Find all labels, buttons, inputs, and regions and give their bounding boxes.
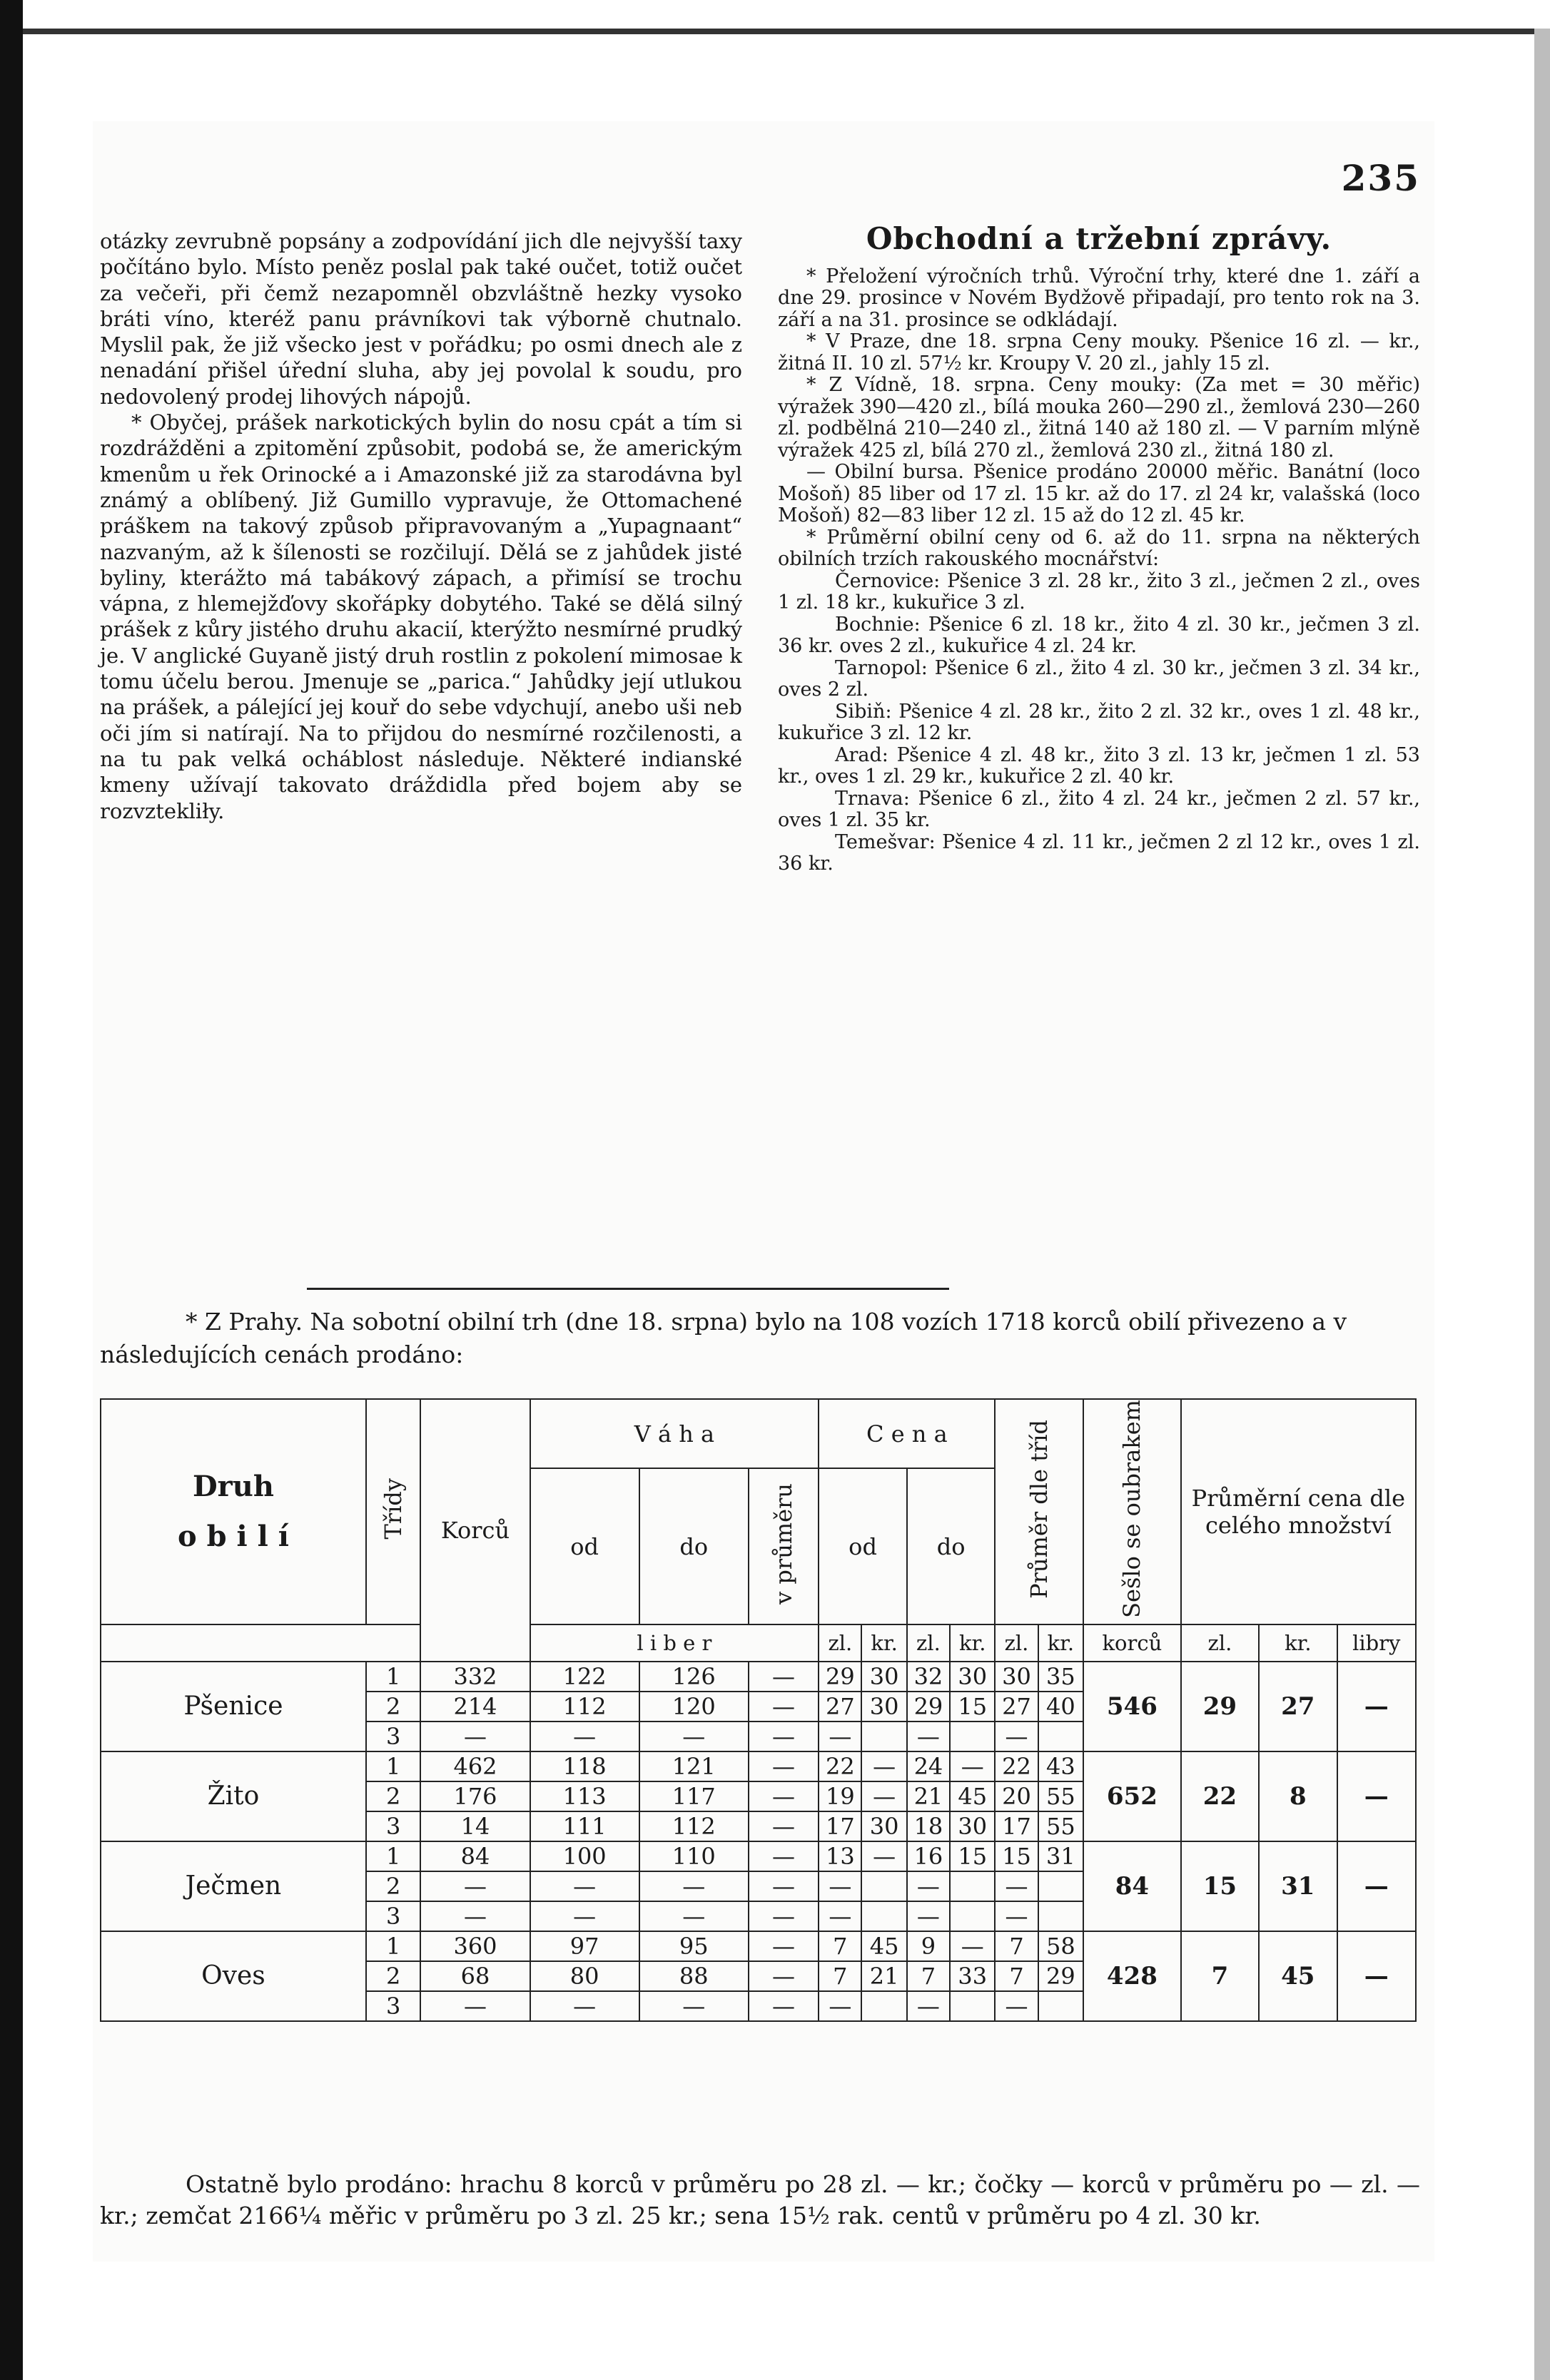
- table-cell: —: [819, 1722, 861, 1751]
- header-tridy: Třídy: [366, 1399, 421, 1624]
- table-cell: 1: [366, 1931, 421, 1961]
- table-cell: 1: [366, 1751, 421, 1781]
- table-cell: —: [995, 1871, 1038, 1901]
- summary-cell: —: [1337, 1931, 1417, 2021]
- table-cell: 7: [995, 1961, 1038, 1991]
- table-cell: —: [995, 1722, 1038, 1751]
- table-cell: —: [420, 1871, 530, 1901]
- summary-cell: 428: [1083, 1931, 1181, 2021]
- table-row: [101, 1841, 1416, 1871]
- table-cell: 55: [1038, 1781, 1083, 1811]
- market-city-temesvar: Temešvar: Pšenice 4 zl. 11 kr., ječmen 2 zl 12 kr., oves 1 zl. 36 kr.: [778, 830, 1420, 875]
- summary-cell: —: [1337, 1751, 1417, 1841]
- market-city-trnava: Trnava: Pšenice 6 zl., žito 4 zl. 24 kr., ječmen 2 zl. 57 kr., oves 1 zl. 35 kr.: [778, 787, 1420, 831]
- table-cell: —: [749, 1901, 819, 1931]
- table-cell: 24: [907, 1751, 950, 1781]
- table-cell: 113: [530, 1781, 639, 1811]
- table-cell: 30: [861, 1662, 906, 1692]
- summary-cell: 652: [1083, 1751, 1181, 1841]
- table-cell: 84: [420, 1841, 530, 1871]
- table-row: [101, 1931, 1416, 1961]
- table-cell: 21: [907, 1781, 950, 1811]
- summary-cell: 45: [1259, 1931, 1337, 2021]
- table-cell: 43: [1038, 1751, 1083, 1781]
- table-cell: 18: [907, 1811, 950, 1841]
- table-cell: 111: [530, 1811, 639, 1841]
- table-cell: —: [420, 1901, 530, 1931]
- header-cena-od: od: [819, 1468, 907, 1624]
- table-cell: —: [950, 1931, 995, 1961]
- table-cell: 97: [530, 1931, 639, 1961]
- closing-paragraph: Ostatně bylo prodáno: hrachu 8 korců v průměru po 28 zl. — kr.; čočky — korců v průměru po — zl. — kr.; zemčat 2166¼ měřic v průměru po 3 zl. 25 kr.; sena 15½ rak. centů v průměru po 4 zl. 30 kr.: [100, 2170, 1420, 2229]
- table-cell: —: [530, 1871, 639, 1901]
- table-cell: 100: [530, 1841, 639, 1871]
- grain-name: Pšenice: [101, 1662, 366, 1751]
- table-cell: —: [639, 1871, 749, 1901]
- table-cell: 58: [1038, 1931, 1083, 1961]
- table-cell: 19: [819, 1781, 861, 1811]
- table-cell: 120: [639, 1692, 749, 1722]
- table-cell: 29: [1038, 1961, 1083, 1991]
- table-row: [101, 1662, 1416, 1692]
- table-cell: 15: [950, 1692, 995, 1722]
- table-cell: 80: [530, 1961, 639, 1991]
- table-cell: 95: [639, 1931, 749, 1961]
- market-paragraph-4: — Obilní bursa. Pšenice prodáno 20000 měřic. Banátní (loco Mošoň) 85 liber od 17 zl. 15 kr. až do 17. zl 24 kr, valašská (loco Mošoň) 82—83 liber 12 zl. 15 až do 12 zl. 45 kr.: [778, 461, 1420, 527]
- table-cell: —: [530, 1722, 639, 1751]
- table-cell: —: [749, 1931, 819, 1961]
- table-cell: 118: [530, 1751, 639, 1781]
- table-cell: 30: [861, 1811, 906, 1841]
- table-cell: 2: [366, 1781, 421, 1811]
- table-cell: 7: [995, 1931, 1038, 1961]
- header-unit-liber: l i b e r: [530, 1624, 819, 1662]
- table-cell: 360: [420, 1931, 530, 1961]
- table-cell: —: [639, 1901, 749, 1931]
- table-cell: 15: [995, 1841, 1038, 1871]
- header-prumerni-cena: Průměrní cena dle celého množství: [1181, 1399, 1416, 1624]
- table-cell: 112: [530, 1692, 639, 1722]
- table-cell: 2: [366, 1871, 421, 1901]
- header-seslo: Sešlo se oubrakem: [1083, 1399, 1181, 1624]
- table-cell: 55: [1038, 1811, 1083, 1841]
- market-city-sibin: Sibiň: Pšenice 4 zl. 28 kr., žito 2 zl. 32 kr., oves 1 zl. 48 kr., kukuřice 3 zl. 12 kr.: [778, 700, 1420, 744]
- table-cell: 117: [639, 1781, 749, 1811]
- table-cell: 30: [950, 1662, 995, 1692]
- prague-market-intro: * Z Prahy. Na sobotní obilní trh (dne 18. srpna) bylo na 108 vozích 1718 korců obilí přivezeno a v následujících cenách prodáno:: [100, 1308, 1347, 1368]
- table-cell: 30: [861, 1692, 906, 1722]
- market-paragraph-5: * Průměrní obilní ceny od 6. až do 11. srpna na některých obilních trzích rakouského mocnářství:: [778, 526, 1420, 570]
- table-cell: 40: [1038, 1692, 1083, 1722]
- summary-cell: 29: [1181, 1662, 1259, 1751]
- table-cell: 110: [639, 1841, 749, 1871]
- summary-cell: 27: [1259, 1662, 1337, 1751]
- scan-edge-right: [1534, 29, 1550, 2380]
- table-cell: 68: [420, 1961, 530, 1991]
- header-vaha-od: od: [530, 1468, 639, 1624]
- market-paragraph-1: * Přeložení výročních trhů. Výroční trhy, které dne 1. září a dne 29. prosince v Novém Bydžově připadají, pro tento rok na 3. září a na 31. prosince se odkládají.: [778, 265, 1420, 331]
- scan-edge-left: [0, 0, 23, 2380]
- unit-zl-1: zl.: [819, 1624, 861, 1662]
- table-cell: —: [749, 1692, 819, 1722]
- table-cell: 29: [819, 1662, 861, 1692]
- header-prumer-dle-trid: Průměr dle tříd: [995, 1399, 1083, 1624]
- summary-cell: 15: [1181, 1841, 1259, 1931]
- table-cell: —: [749, 1781, 819, 1811]
- section-divider: [307, 1288, 949, 1290]
- table-cell: 17: [995, 1811, 1038, 1841]
- header-v-prumeru: v průměru: [749, 1468, 819, 1624]
- left-paragraph-2: * Obyčej, prášek narkotických bylin do nosu cpát a tím si rozdrážděni a zpitomění způsobit, podobá se, že americkým kmenům u řek Orinocké a i Amazonské již za starodávna byl známý a oblíbený. Již Gumillo vypravuje, že Ottomachené práškem na takový způsob připravovaným a „Yupagnaant“ nazvaným, až k šílenosti se rozčilují. Dělá se z jahůdek jisté byliny, kterážto má tabákový zápach, a přimísí se trochu vápna, z hlemejžďovy skořápky dobytého. Také se dělá silný prášek z kůry jistého druhu akacií, kterýžto nesmírné prudký je. V anglické Guyaně jistý druh rostlin z pokolení mimosae k tomu účelu berou. Jmenuje se „parica.“ Jahůdky její utlukou na prášek, a pálející jej kouř do sebe vdychují, anebo uši neb oči jím si natírají. Na to přijdou do nesmírné rozčilenosti, a na tu pak velká ocháblost následuje. Některé indianské kmeny užívají takovato dráždidla před bojem aby se rozvztekliły.: [100, 410, 742, 823]
- table-cell: 112: [639, 1811, 749, 1841]
- unit-kr-3: kr.: [1038, 1624, 1083, 1662]
- table-cell: [950, 1991, 995, 2021]
- table-cell: 14: [420, 1811, 530, 1841]
- table-cell: 35: [1038, 1662, 1083, 1692]
- table-cell: 31: [1038, 1841, 1083, 1871]
- table-cell: —: [907, 1871, 950, 1901]
- table-cell: 126: [639, 1662, 749, 1692]
- grain-name: Ječmen: [101, 1841, 366, 1931]
- grain-name: Žito: [101, 1751, 366, 1841]
- table-cell: [1038, 1722, 1083, 1751]
- table-cell: 27: [995, 1692, 1038, 1722]
- summary-cell: 546: [1083, 1662, 1181, 1751]
- table-cell: [861, 1901, 906, 1931]
- summary-cell: —: [1337, 1662, 1417, 1751]
- summary-cell: —: [1337, 1841, 1417, 1931]
- table-cell: 214: [420, 1692, 530, 1722]
- table-cell: 3: [366, 1901, 421, 1931]
- grain-name: Oves: [101, 1931, 366, 2021]
- table-cell: —: [907, 1991, 950, 2021]
- header-druh-obili: Druh o b i l í: [101, 1399, 366, 1624]
- table-cell: [950, 1722, 995, 1751]
- market-city-arad: Arad: Pšenice 4 zl. 48 kr., žito 3 zl. 13 kr, ječmen 1 zl. 53 kr., oves 1 zl. 29 kr., kukuřice 2 zl. 40 kr.: [778, 743, 1420, 788]
- grain-table-body: [101, 1662, 1416, 2021]
- table-cell: 3: [366, 1722, 421, 1751]
- table-cell: 7: [819, 1931, 861, 1961]
- table-cell: —: [749, 1871, 819, 1901]
- table-cell: 45: [861, 1931, 906, 1961]
- summary-cell: 31: [1259, 1841, 1337, 1931]
- table-cell: 7: [819, 1961, 861, 1991]
- table-cell: 332: [420, 1662, 530, 1692]
- table-cell: 1: [366, 1662, 421, 1692]
- market-news-heading: Obchodní a tržební zprávy.: [866, 221, 1332, 256]
- table-cell: 13: [819, 1841, 861, 1871]
- table-cell: 45: [950, 1781, 995, 1811]
- table-cell: 17: [819, 1811, 861, 1841]
- table-cell: —: [749, 1841, 819, 1871]
- table-cell: —: [907, 1722, 950, 1751]
- left-paragraph-1: otázky zevrubně popsány a zodpovídání jich dle nejvyšší taxy počítáno bylo. Místo peněz poslal pak také oučet, totiž oučet za večeři, při čemž nezapomněl obzvláštně hezky vysoko bráti víno, kteréž panu právníkovi tak výborně chutnalo. Myslil pak, že již všecko jest v pořádku; po osmi dnech ale z nenadání přišel úřední sluha, aby jej povolal k soudu, pro nedovolený prodej lihových nápojů.: [100, 229, 742, 409]
- table-cell: 22: [995, 1751, 1038, 1781]
- table-cell: —: [749, 1722, 819, 1751]
- table-cell: 122: [530, 1662, 639, 1692]
- document-page: [93, 121, 1434, 2262]
- header-vaha-do: do: [639, 1468, 749, 1624]
- header-vaha: V á h a: [530, 1399, 819, 1468]
- unit-kr-2: kr.: [950, 1624, 995, 1662]
- summary-cell: 7: [1181, 1931, 1259, 2021]
- table-cell: [1038, 1871, 1083, 1901]
- table-cell: —: [420, 1722, 530, 1751]
- header-blank: [101, 1624, 420, 1662]
- market-paragraph-2: * V Praze, dne 18. srpna Ceny mouky. Pšenice 16 zl. — kr., žitná II. 10 zl. 57½ kr. Kroupy V. 20 zl., jahly 15 zl.: [778, 330, 1420, 375]
- table-cell: 2: [366, 1961, 421, 1991]
- table-cell: [861, 1871, 906, 1901]
- table-cell: 15: [950, 1841, 995, 1871]
- table-cell: —: [907, 1901, 950, 1931]
- table-cell: 21: [861, 1961, 906, 1991]
- table-cell: —: [639, 1722, 749, 1751]
- unit-libry: libry: [1337, 1624, 1417, 1662]
- market-paragraph-3: * Z Vídně, 18. srpna. Ceny mouky: (Za met = 30 měřic) výražek 390—420 zl., bílá mouka 260—290 zl., žemlová 230—260 zl. podbělná 210—240 zl., žitná 140 až 180 zl. — V parním mlýně výražek 425 zl, bílá 270 zl., žemlová 230 zl., žitná 180 zl.: [778, 374, 1420, 462]
- table-cell: 29: [907, 1692, 950, 1722]
- table-cell: —: [861, 1841, 906, 1871]
- table-cell: —: [819, 1901, 861, 1931]
- prague-grain-table: [100, 1398, 1417, 2022]
- table-cell: —: [749, 1991, 819, 2021]
- unit-kr-4: kr.: [1259, 1624, 1337, 1662]
- table-cell: [1038, 1991, 1083, 2021]
- table-cell: 121: [639, 1751, 749, 1781]
- unit-zl-3: zl.: [995, 1624, 1038, 1662]
- table-cell: —: [749, 1961, 819, 1991]
- table-cell: —: [861, 1751, 906, 1781]
- summary-cell: 84: [1083, 1841, 1181, 1931]
- right-column: [778, 221, 1420, 875]
- unit-zl-4: zl.: [1181, 1624, 1259, 1662]
- table-cell: 16: [907, 1841, 950, 1871]
- table-cell: 20: [995, 1781, 1038, 1811]
- table-cell: —: [861, 1781, 906, 1811]
- table-cell: —: [819, 1871, 861, 1901]
- table-cell: —: [819, 1991, 861, 2021]
- market-city-tarnopol: Tarnopol: Pšenice 6 zl., žito 4 zl. 30 kr., ječmen 3 zl. 34 kr., oves 2 zl.: [778, 656, 1420, 701]
- table-cell: 33: [950, 1961, 995, 1991]
- table-cell: [1038, 1901, 1083, 1931]
- table-cell: —: [950, 1751, 995, 1781]
- unit-korcu: korců: [1083, 1624, 1181, 1662]
- table-cell: 30: [995, 1662, 1038, 1692]
- table-cell: [861, 1991, 906, 2021]
- market-city-bochnie: Bochnie: Pšenice 6 zl. 18 kr., žito 4 zl. 30 kr., ječmen 3 zl. 36 kr. oves 2 zl., kukuřice 4 zl. 24 kr.: [778, 613, 1420, 657]
- table-cell: 2: [366, 1692, 421, 1722]
- table-cell: 27: [819, 1692, 861, 1722]
- table-cell: 88: [639, 1961, 749, 1991]
- header-korcu: Korců: [420, 1399, 530, 1662]
- table-cell: 176: [420, 1781, 530, 1811]
- scan-edge-top: [23, 29, 1543, 34]
- table-cell: 3: [366, 1991, 421, 2021]
- left-column: [100, 228, 742, 824]
- summary-cell: 8: [1259, 1751, 1337, 1841]
- table-cell: —: [420, 1991, 530, 2021]
- table-cell: —: [530, 1901, 639, 1931]
- market-city-cernovice: Černovice: Pšenice 3 zl. 28 kr., žito 3 zl., ječmen 2 zl., oves 1 zl. 18 kr., kukuřice 3 zl.: [778, 569, 1420, 614]
- table-cell: 7: [907, 1961, 950, 1991]
- table-cell: —: [995, 1901, 1038, 1931]
- summary-cell: 22: [1181, 1751, 1259, 1841]
- table-cell: —: [749, 1811, 819, 1841]
- table-cell: 22: [819, 1751, 861, 1781]
- table-cell: —: [530, 1991, 639, 2021]
- table-cell: —: [639, 1991, 749, 2021]
- table-cell: 30: [950, 1811, 995, 1841]
- header-cena-do: do: [907, 1468, 996, 1624]
- table-cell: [950, 1901, 995, 1931]
- table-cell: —: [749, 1662, 819, 1692]
- page-number: 235: [1341, 157, 1420, 199]
- table-cell: 1: [366, 1841, 421, 1871]
- table-cell: 32: [907, 1662, 950, 1692]
- unit-zl-2: zl.: [907, 1624, 950, 1662]
- table-cell: 462: [420, 1751, 530, 1781]
- header-cena: C e n a: [819, 1399, 995, 1468]
- table-cell: 3: [366, 1811, 421, 1841]
- table-cell: —: [749, 1751, 819, 1781]
- unit-kr-1: kr.: [861, 1624, 906, 1662]
- table-cell: —: [995, 1991, 1038, 2021]
- table-cell: [950, 1871, 995, 1901]
- table-row: [101, 1751, 1416, 1781]
- table-cell: [861, 1722, 906, 1751]
- table-cell: 9: [907, 1931, 950, 1961]
